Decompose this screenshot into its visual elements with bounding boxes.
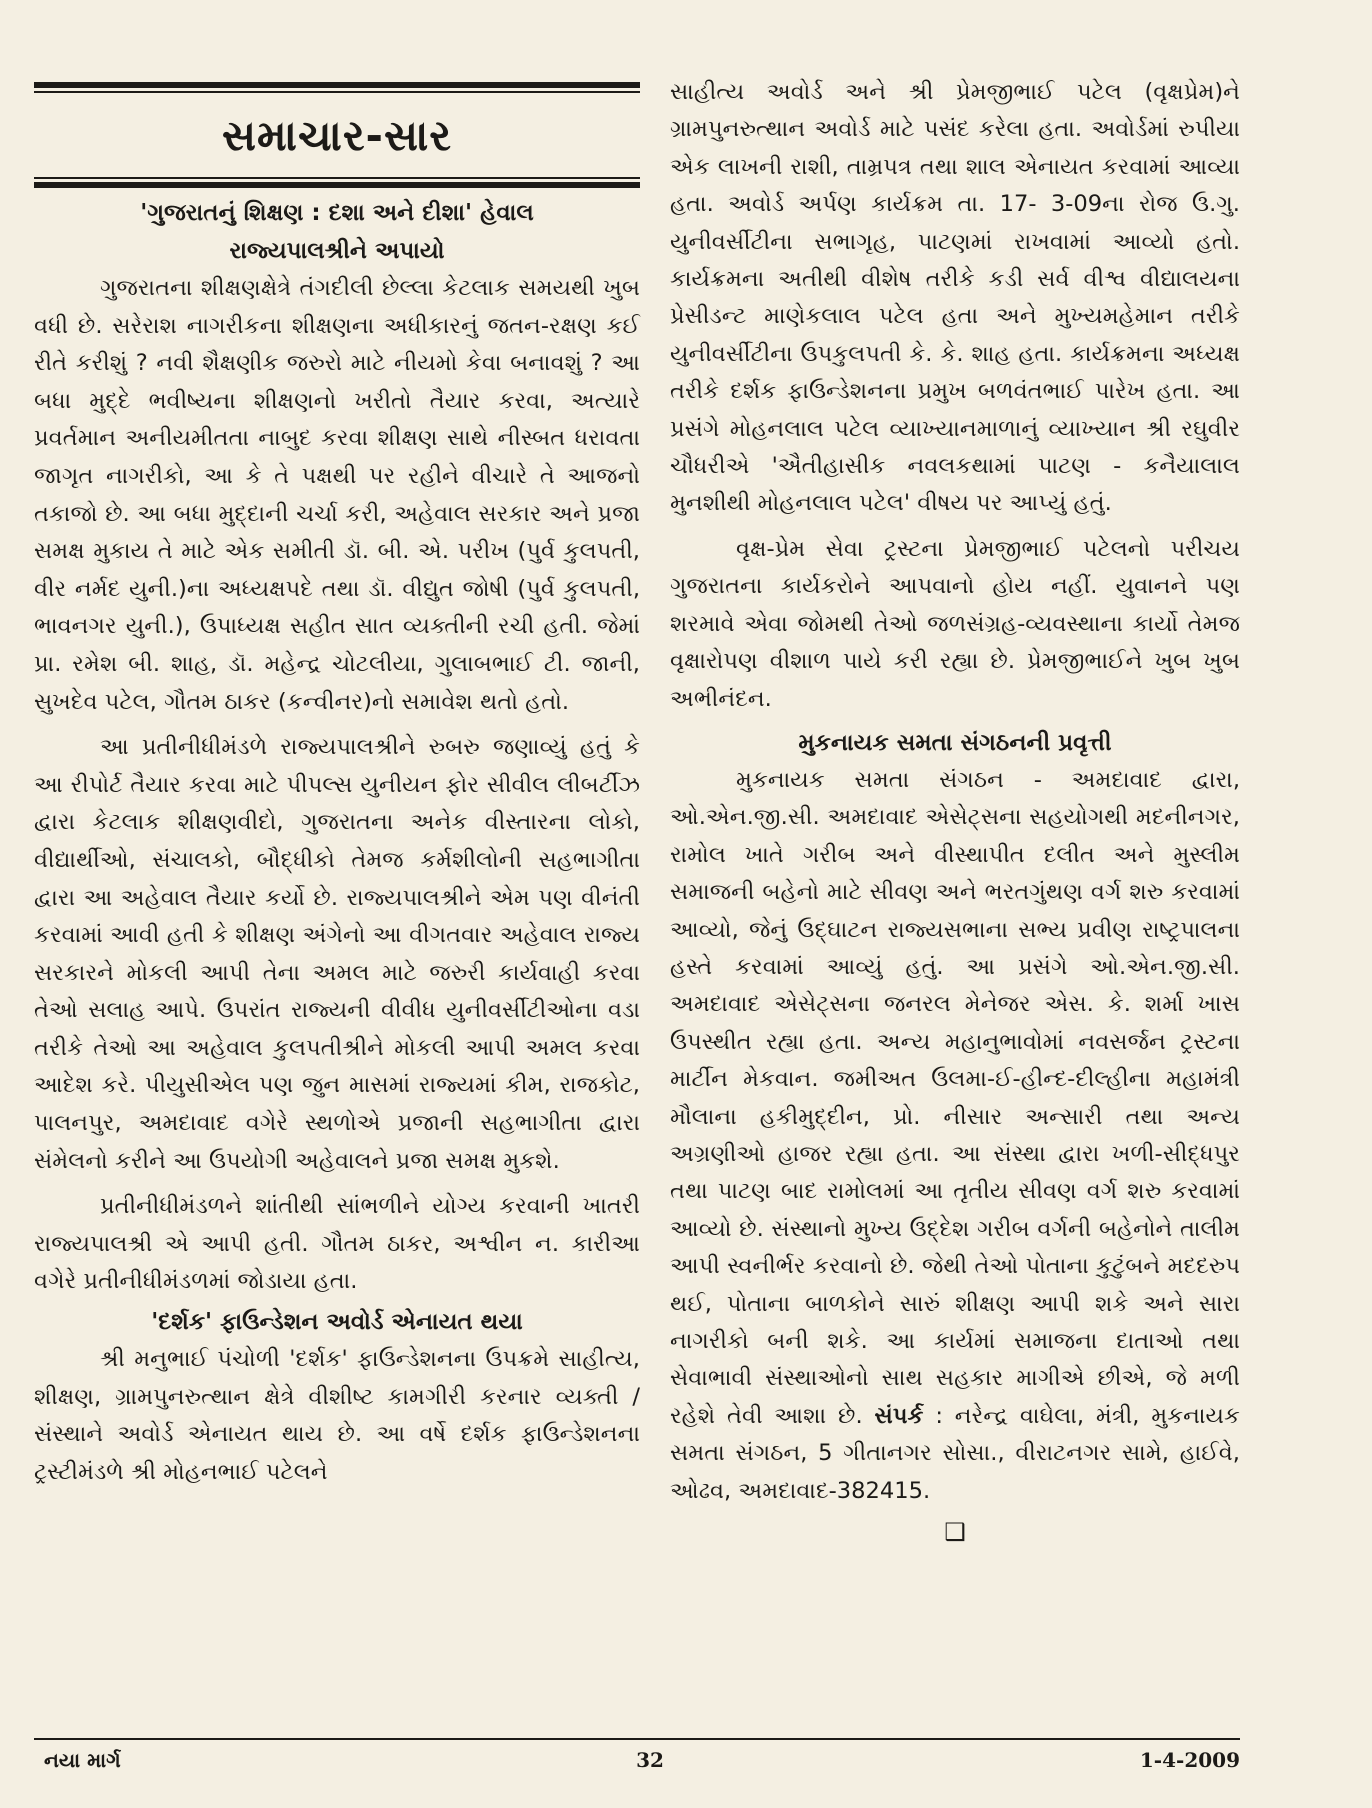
masthead bbox=[34, 82, 640, 188]
contact-label: સંપર્ક bbox=[874, 1402, 924, 1429]
article1-headline-line2: રાજ્યપાલશ્રીને અપાયો bbox=[229, 238, 445, 264]
end-mark: ❑ bbox=[944, 1518, 966, 1547]
article2-paragraph: વૃક્ષ-પ્રેમ સેવા ટ્રસ્ટના પ્રેમજીભાઈ પટેલનો પરીચય ગુજરાતના કાર્યકરોને આપવાનો હોય નહીં. યુવાનને પણ શરમાવે એવા જોમથી તેઓ જળસંગ્રહ-વ્યવસ્થાના કાર્યો તેમજ વૃક્ષારોપણ વીશાળ પાયે કરી રહ્યા છે. પ્રેમજીભાઈને ખુબ ખુબ અભીનંદન. bbox=[670, 535, 1240, 712]
article3-body: મુકનાયક સમતા સંગઠન - અમદાવાદ દ્વારા, ઓ.એન.જી.સી. અમદાવાદ એસેટ્સના સહયોગથી મદનીનગર, રામોલ ખાતે ગરીબ અને વીસ્થાપીત દલીત અને મુસ્લીમ સમાજની બહેનો માટે સીવણ અને ભરતગુંથણ વર્ગ શરુ કરવામાં આવ્યો, જેનું ઉદ્ઘાટન રાજ્યસભાના સભ્ય પ્રવીણ રાષ્ટ્રપાલના હસ્તે કરવામાં આવ્યું હતું. આ પ્રસંગે ઓ.એન.જી.સી. અમદાવાદ એસેટ્સના જનરલ મેનેજર એસ. કે. શર્મા ખાસ ઉપસ્થીત રહ્યા હતા. અન્ય મહાનુભાવોમાં નવસર્જન ટ્રસ્ટના માર્ટીન મેકવાન. જમીઅત ઉલમા-ઈ-હીન્દ-દીલ્હીના મહામંત્રી મૌલાના હકીમુદ્દીન, પ્રો. નીસાર અન્સારી તથા અન્ય અગ્રણીઓ હાજર રહ્યા હતા. આ સંસ્થા દ્વારા ખળી-સીદ્ધપુર તથા પાટણ બાદ રામોલમાં આ તૃતીય સીવણ વર્ગ શરુ કરવામાં આવ્યો છે. સંસ્થાનો મુખ્ય ઉદ્દેશ ગરીબ વર્ગની બહેનોને તાલીમ આપી સ્વનીર્ભર કરવાનો છે. જેથી તેઓ પોતાના કુટુંબને મદદરુપ થઈ, પોતાના બાળકોને સારું શીક્ષણ આપી શકે અને સારા નાગરીકો બની શકે. આ કાર્યમાં સમાજના દાતાઓ તથા સેવાભાવી સંસ્થાઓનો સાથ સહકાર માગીએ છીએ, જે મળી રહેશે તેવી આશા છે. bbox=[670, 766, 1240, 1429]
footer-date: 1-4-2009 bbox=[1139, 1748, 1240, 1772]
article2-paragraph-continued: સાહીત્ય અવોર્ડ અને શ્રી પ્રેમજીભાઈ પટેલ (વૃક્ષપ્રેમ)ને ગ્રામપુનરુત્થાન અવોર્ડ માટે પસંદ કરેલા હતા. અવોર્ડમાં રુપીયા એક લાખની રાશી, તામ્રપત્ર તથા શાલ એનાયત કરવામાં આવ્યા હતા. અવોર્ડ અર્પણ કાર્યક્રમ તા. 17- 3-09ના રોજ ઉ.ગુ. યુનીવર્સીટીના સભાગૃહ, પાટણમાં રાખવામાં આવ્યો હતો. કાર્યક્રમના અતીથી વીશેષ તરીકે કડી સર્વ વીશ્વ વીદ્યાલયના પ્રેસીડન્ટ માણેકલાલ પટેલ હતા અને મુખ્યમહેમાન તરીકે યુનીવર્સીટીના ઉપકુલપતી કે. કે. શાહ હતા. કાર્યક્રમના અધ્યક્ષ તરીકે દર્શક ફાઉન્ડેશનના પ્રમુખ બળવંતભાઈ પારેખ હતા. આ પ્રસંગે મોહનલાલ પટેલ વ્યાખ્યાનમાળાનું વ્યાખ્યાન શ્રી રઘુવીર ચૌધરીએ 'ઐતીહાસીક નવલકથામાં પાટણ - કનૈયાલાલ મુનશીથી મોહનલાલ પટેલ' વીષય પર આપ્યું હતું. bbox=[670, 79, 1240, 517]
footer-rule bbox=[34, 1738, 1240, 1740]
article3-paragraph bbox=[670, 762, 1240, 1510]
article2-paragraph: શ્રી મનુભાઈ પંચોળી 'દર્શક' ફાઉન્ડેશનના ઉપક્રમે સાહીત્ય, શીક્ષણ, ગ્રામપુનરુત્થાન ક્ષેત્રે વીશીષ્ટ કામગીરી કરનાર વ્યક્તી / સંસ્થાને અવોર્ડ એનાયત થાય છે. આ વર્ષે દર્શક ફાઉન્ડેશનના ટ્રસ્ટીમંડળે શ્રી મોહનભાઈ પટેલને bbox=[34, 1346, 640, 1485]
article2-headline: 'દર્શક' ફાઉન્ડેશન અવોર્ડ એનાયત થયા bbox=[151, 1309, 523, 1336]
footer-publication: નયા માર્ગ bbox=[44, 1748, 121, 1772]
article1-headline-line1: 'ગુજરાતનું શિક્ષણ : દશા અને દીશા' હેવાલ bbox=[140, 200, 534, 226]
article1-paragraph: ગુજરાતના શીક્ષણક્ષેત્રે તંગદીલી છેલ્લા કેટલાક સમયથી ખુબ વધી છે. સરેરાશ નાગરીકના શીક્ષણના અધીકારનું જતન-રક્ષણ કઈ રીતે કરીશું ? નવી શૈક્ષણીક જરુરો માટે નીયમો કેવા બનાવશું ? આ બધા મુદ્દે ભવીષ્યના શીક્ષણનો ખરીતો તૈયાર કરવા, અત્યારે પ્રવર્તમાન અનીયમીતતા નાબુદ કરવા શીક્ષણ સાથે નીસ્બત ધરાવતા જાગૃત નાગરીકો, આ કે તે પક્ષથી પર રહીને વીચારે તે આજનો તકાજો છે. આ બધા મુદ્દાની ચર્ચા કરી, અહેવાલ સરકાર અને પ્રજા સમક્ષ મુકાય તે માટે એક સમીતી ડૉ. બી. એ. પરીખ (પુર્વ કુલપતી, વીર નર્મદ યુની.)ના અધ્યક્ષપદે તથા ડૉ. વીદ્યુત જોષી (પુર્વ કુલપતી, ભાવનગર યુની.), ઉપાધ્યક્ષ સહીત સાત વ્યક્તીની રચી હતી. જેમાં પ્રા. રમેશ બી. શાહ, ડૉ. મહેન્દ્ર ચોટલીયા, ગુલાબભાઈ ટી. જાની, સુખદેવ પટેલ, ગૌતમ ઠાકર (કન્વીનર)નો સમાવેશ થતો હતો. bbox=[34, 275, 640, 715]
masthead-rule-top-thin bbox=[34, 91, 640, 93]
article3-headline: મુકનાયક સમતા સંગઠનની પ્રવૃત્તી bbox=[798, 729, 1112, 756]
left-column bbox=[34, 70, 640, 1491]
footer-page-number: 32 bbox=[636, 1748, 664, 1772]
right-column bbox=[670, 74, 1240, 1550]
masthead-rule-bottom-thin bbox=[34, 177, 640, 179]
masthead-rule-top bbox=[34, 82, 640, 88]
masthead-rule-bottom bbox=[34, 182, 640, 188]
article1-paragraph: પ્રતીનીધીમંડળને શાંતીથી સાંભળીને યોગ્ય કરવાની ખાતરી રાજ્યપાલશ્રી એ આપી હતી. ગૌતમ ઠાકર, અશ્વીન ન. કારીઆ વગેરે પ્રતીનીધીમંડળમાં જોડાયા હતા. bbox=[34, 1193, 640, 1295]
contact-text: : નરેન્દ્ર વાઘેલા, મંત્રી, મુકનાયક સમતા સંગઠન, 5 ગીતાનગર સોસા., વીરાટનગર સામે, હાઈવે, ઓઢવ, અમદાવાદ-382415. bbox=[670, 1402, 1240, 1504]
masthead-title: સમાચાર-સાર bbox=[221, 111, 453, 160]
article1-paragraph: આ પ્રતીનીધીમંડળે રાજ્યપાલશ્રીને રુબરુ જણાવ્યું હતું કે આ રીપોર્ટ તૈયાર કરવા માટે પીપલ્સ યુનીયન ફોર સીવીલ લીબર્ટીઝ દ્વારા કેટલાક શીક્ષણવીદો, ગુજરાતના અનેક વીસ્તારના લોકો, વીદ્યાર્થીઓ, સંચાલકો, બૌદ્ધીકો તેમજ કર્મશીલોની સહભાગીતા દ્વારા આ અહેવાલ તૈયાર કર્યો છે. રાજ્યપાલશ્રીને એમ પણ વીનંતી કરવામાં આવી હતી કે શીક્ષણ અંગેનો આ વીગતવાર અહેવાલ રાજ્ય સરકારને મોકલી આપી તેના અમલ માટે જરુરી કાર્યવાહી કરવા તેઓ સલાહ આપે. ઉપરાંત રાજ્યની વીવીધ યુનીવર્સીટીઓના વડા તરીકે તેઓ આ અહેવાલ કુલપતીશ્રીને મોકલી આપી અમલ કરવા આદેશ કરે. પીયુસીએલ પણ જુન માસમાં રાજ્યમાં કીમ, રાજકોટ, પાલનપુર, અમદાવાદ વગેરે સ્થળોએ પ્રજાની સહભાગીતા દ્વારા સંમેલનો કરીને આ ઉપયોગી અહેવાલને પ્રજા સમક્ષ મુકશે. bbox=[34, 734, 640, 1174]
